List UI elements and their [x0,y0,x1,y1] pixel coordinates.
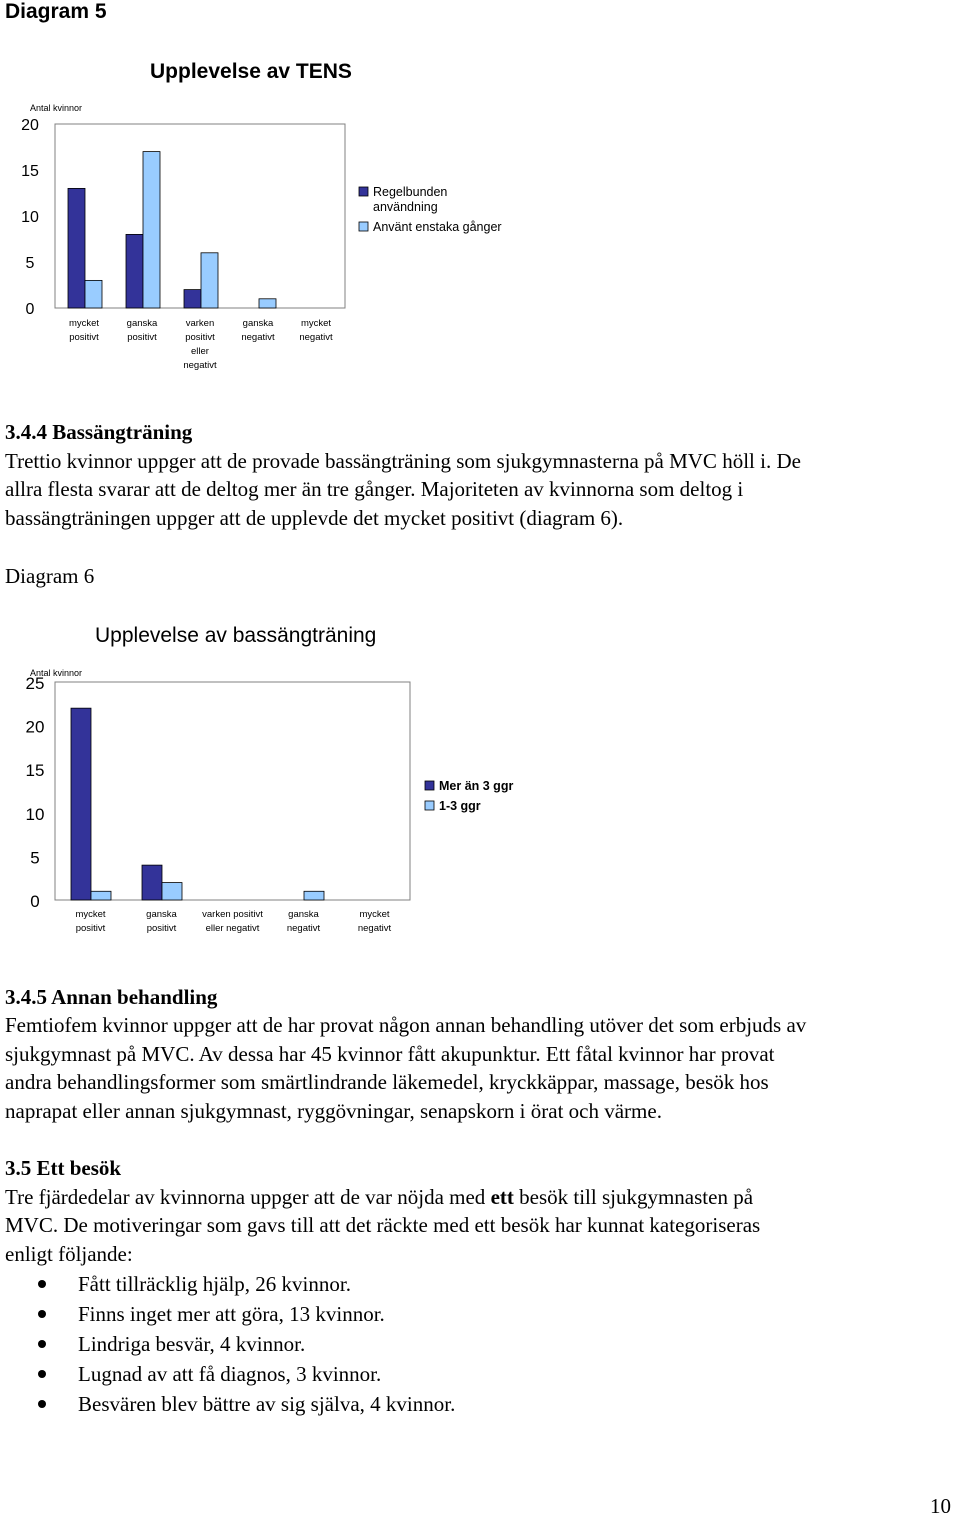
bar-series-1 [126,234,143,308]
bar-series-2 [162,883,182,900]
section-344-line-2: allra flesta svarar att de deltog mer än tre gånger. Majoriteten av kvinnorna som deltog i [5,477,744,501]
section-344-heading: 3.4.4 Bassängträning [5,420,193,444]
legend-swatch [425,781,434,790]
x-tick-label: varken [185,318,215,329]
bullet-icon [38,1310,46,1318]
x-tick-label: negativt [241,332,275,343]
section-35-line-1 [5,1183,753,1211]
y-tick-label: 25 [25,674,45,693]
bar-series-2 [201,253,218,308]
y-tick-label: 15 [25,761,45,781]
list-item-text: Besvären blev bättre av sig själva, 4 kvinnor. [78,1392,456,1416]
bar-series-1 [184,290,201,308]
reasons-list [0,1269,900,1419]
list-item [0,1329,900,1359]
x-tick-label: positivt [127,332,157,343]
y-tick-label: 20 [25,717,45,737]
section-345-heading: 3.4.5 Annan behandling [5,985,218,1009]
section-35-line-1-emphasis: ett [490,1185,514,1209]
list-item-text: Lindriga besvär, 4 kvinnor. [78,1332,306,1356]
chart-tens [0,50,560,380]
x-tick-label: ganska [242,318,274,329]
x-tick-label: mycket [359,909,390,920]
legend-label: Regelbunden [373,185,448,199]
x-tick-label: negativt [357,923,392,934]
section-345-line-1: Femtiofem kvinnor uppger att de har provat någon annan behandling utöver det som erbjuds av [5,1013,807,1037]
chart-title: Upplevelse av TENS [150,60,352,83]
y-axis-label: Antal kvinnor [30,103,83,113]
y-tick-label: 5 [25,255,35,272]
bullet-icon [38,1280,46,1288]
legend-swatch [425,801,434,810]
bar-series-2 [259,299,276,308]
section-35-heading: 3.5 Ett besök [5,1156,122,1180]
chart-title: Upplevelse av bassängträning [95,624,377,647]
legend-label: användning [373,200,438,214]
y-tick-label: 0 [25,301,35,318]
section-35-line-2: MVC. De motiveringar som gavs till att det räckte med ett besök har kunnat kategoriseras [5,1213,761,1237]
legend-swatch [359,222,368,231]
x-tick-label: positivt [185,332,215,343]
x-tick-label: eller [191,346,209,357]
section-344-line-3: bassängträningen uppger att de upplevde det mycket positivt (diagram 6). [5,506,624,530]
section-345-line-2: sjukgymnast på MVC. Av dessa har 45 kvinnor fått akupunktur. Ett fåtal kvinnor har provat [5,1042,775,1066]
bullet-icon [38,1370,46,1378]
y-tick-label: 15 [21,163,39,180]
plot-frame [55,682,410,900]
list-item-text: Fått tillräcklig hjälp, 26 kvinnor. [78,1272,351,1296]
section-35-line-3: enligt följande: [5,1242,133,1266]
chart-bassangtraning [0,615,560,945]
x-tick-label: mycket [300,318,332,329]
list-item-text: Finns inget mer att göra, 13 kvinnor. [78,1302,385,1326]
bar-series-2 [143,152,160,308]
bar-series-2 [91,891,111,900]
y-tick-label: 10 [25,804,45,824]
y-axis-label: Antal kvinnor [30,668,83,678]
legend-label: Använt enstaka gånger [373,220,502,234]
x-tick-label: positivt [146,923,177,934]
list-item [0,1389,900,1419]
bullet-icon [38,1400,46,1408]
section-345-line-4: naprapat eller annan sjukgymnast, ryggövningar, senapskorn i örat och värme. [5,1099,662,1123]
x-tick-label: varken positivt [202,909,263,920]
diagram-6-heading: Diagram 6 [5,564,95,588]
y-tick-label: 5 [30,848,40,868]
section-345-line-3: andra behandlingsformer som smärtlindrande läkemedel, kryckkäppar, massage, besök hos [5,1070,769,1094]
list-item [0,1299,900,1329]
x-tick-label: negativt [286,923,321,934]
legend-label: Mer än 3 ggr [439,779,514,793]
section-344-line-1: Trettio kvinnor uppger att de provade bassängträning som sjukgymnasterna på MVC höll i. De [5,449,801,473]
x-tick-label: eller negativt [205,923,260,934]
legend-swatch [359,187,368,196]
x-tick-label: ganska [288,909,319,920]
diagram-5-heading: Diagram 5 [5,0,107,23]
bar-series-1 [68,188,85,308]
page-number: 10 [930,1494,951,1518]
section-35-line-1-post: besök till sjukgymnasten på [513,1185,754,1209]
x-tick-label: positivt [75,923,106,934]
bar-series-1 [142,865,162,900]
list-item [0,1359,900,1389]
x-tick-label: positivt [69,332,99,343]
x-tick-label: mycket [68,318,100,329]
list-item-text: Lugnad av att få diagnos, 3 kvinnor. [78,1362,382,1386]
x-tick-label: ganska [146,909,177,920]
section-35-line-1-pre: Tre fjärdedelar av kvinnorna uppger att de var nöjda med [5,1185,491,1209]
y-tick-label: 20 [21,117,39,134]
bullet-icon [38,1340,46,1348]
y-tick-label: 0 [30,892,40,911]
bar-series-2 [304,891,324,900]
list-item [0,1269,900,1299]
x-tick-label: negativt [299,332,333,343]
x-tick-label: negativt [183,360,217,371]
bar-series-1 [71,708,91,900]
x-tick-label: mycket [75,909,106,920]
bar-series-2 [85,280,102,308]
legend-label: 1-3 ggr [439,799,481,813]
y-tick-label: 10 [21,209,39,226]
x-tick-label: ganska [126,318,158,329]
